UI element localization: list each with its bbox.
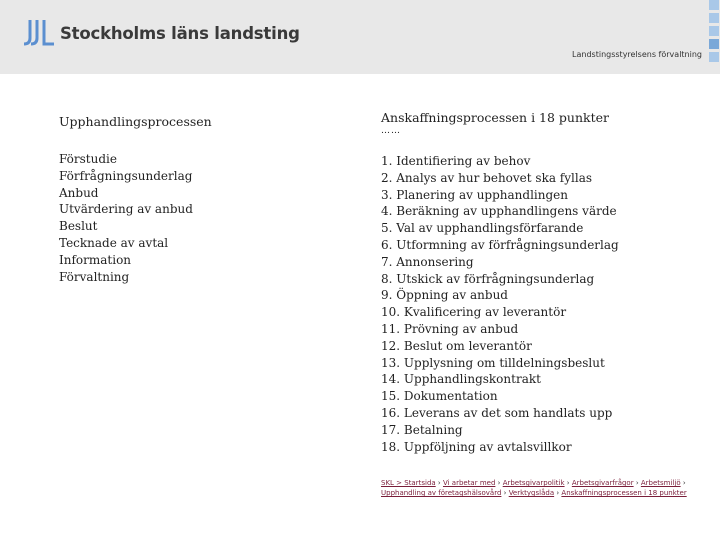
breadcrumb-separator: › — [556, 489, 560, 497]
list-item: 11. Prövning av anbud — [381, 321, 519, 336]
list-item: 8. Utskick av förfrågningsunderlag — [381, 271, 595, 286]
list-item: 17. Betalning — [381, 422, 463, 437]
breadcrumb-link-start[interactable]: SKL > Startsida — [381, 479, 436, 487]
list-item: 10. Kvalificering av leverantör — [381, 305, 567, 320]
breadcrumb-separator: › — [503, 489, 507, 497]
list-item: Förfrågningsunderlag — [59, 168, 193, 183]
list-item: 14. Upphandlingskontrakt — [381, 372, 541, 387]
sll-logo-icon — [24, 20, 54, 46]
breadcrumb-link-current[interactable]: Anskaffningsprocessen i 18 punkter — [561, 489, 687, 497]
list-item: 3. Planering av upphandlingen — [381, 187, 569, 202]
list-item: 4. Beräkning av upphandlingens värde — [381, 204, 617, 219]
breadcrumb-link-upphandling[interactable]: Upphandling av företagshälsovård — [381, 489, 502, 497]
breadcrumb-separator: › — [635, 479, 639, 487]
list-item: Information — [59, 252, 132, 267]
list-item: Tecknade av avtal — [59, 235, 169, 250]
organization-name: Landstingsstyrelsens förvaltning — [572, 50, 702, 59]
steps-list — [381, 153, 701, 455]
breadcrumb-separator: › — [566, 479, 570, 487]
list-item: 9. Öppning av anbud — [381, 288, 508, 303]
breadcrumb-separator: › — [497, 479, 501, 487]
list-item: 18. Uppföljning av avtalsvillkor — [381, 439, 572, 454]
list-item: 16. Leverans av det som handlats upp — [381, 405, 613, 420]
breadcrumb-separator: › — [437, 479, 441, 487]
list-item: Förvaltning — [59, 269, 130, 284]
sll-logo[interactable] — [24, 20, 300, 46]
breadcrumb-link-arbetsgivarfragor[interactable]: Arbetsgivarfrågor — [571, 479, 634, 487]
list-item: 2. Analys av hur behovet ska fyllas — [381, 170, 593, 185]
breadcrumb — [381, 478, 701, 498]
breadcrumb-link-arbetsmiljo[interactable]: Arbetsmiljö — [640, 479, 681, 487]
decorative-squares — [709, 0, 720, 65]
list-item: Utvärdering av anbud — [59, 202, 193, 217]
breadcrumb-separator: › — [682, 479, 686, 487]
list-item: Anbud — [59, 185, 99, 200]
breadcrumb-link-arbetsgivarpolitik[interactable]: Arbetsgivarpolitik — [502, 479, 565, 487]
decorative-square — [709, 26, 719, 36]
list-item: 12. Beslut om leverantör — [381, 338, 532, 353]
breadcrumb-link-verktygslada[interactable]: Verktygslåda — [508, 489, 555, 497]
left-title: Upphandlingsprocessen — [59, 114, 212, 129]
list-item: 13. Upplysning om tilldelningsbeslut — [381, 355, 605, 370]
procurement-process-section — [59, 114, 319, 285]
breadcrumb-link-vi-arbetar-med[interactable]: Vi arbetar med — [442, 479, 496, 487]
list-item: 6. Utformning av förfrågningsunderlag — [381, 237, 619, 252]
list-item: Beslut — [59, 219, 98, 234]
decorative-square — [709, 0, 719, 10]
list-item: 5. Val av upphandlingsförfarande — [381, 221, 584, 236]
list-item: Förstudie — [59, 152, 117, 166]
decorative-square — [709, 13, 719, 23]
acquisition-process-section — [381, 110, 701, 455]
decorative-square — [709, 39, 719, 49]
list-item: 15. Dokumentation — [381, 389, 498, 404]
list-item: 7. Annonsering — [381, 254, 474, 269]
right-title: Anskaffningsprocessen i 18 punkter — [381, 110, 609, 125]
logo-text: Stockholms läns landsting — [60, 23, 300, 43]
list-item: 1. Identifiering av behov — [381, 154, 531, 168]
decorative-square — [709, 52, 719, 62]
ellipsis: …… — [381, 126, 401, 136]
header-bar — [0, 0, 720, 74]
process-list — [59, 151, 319, 285]
